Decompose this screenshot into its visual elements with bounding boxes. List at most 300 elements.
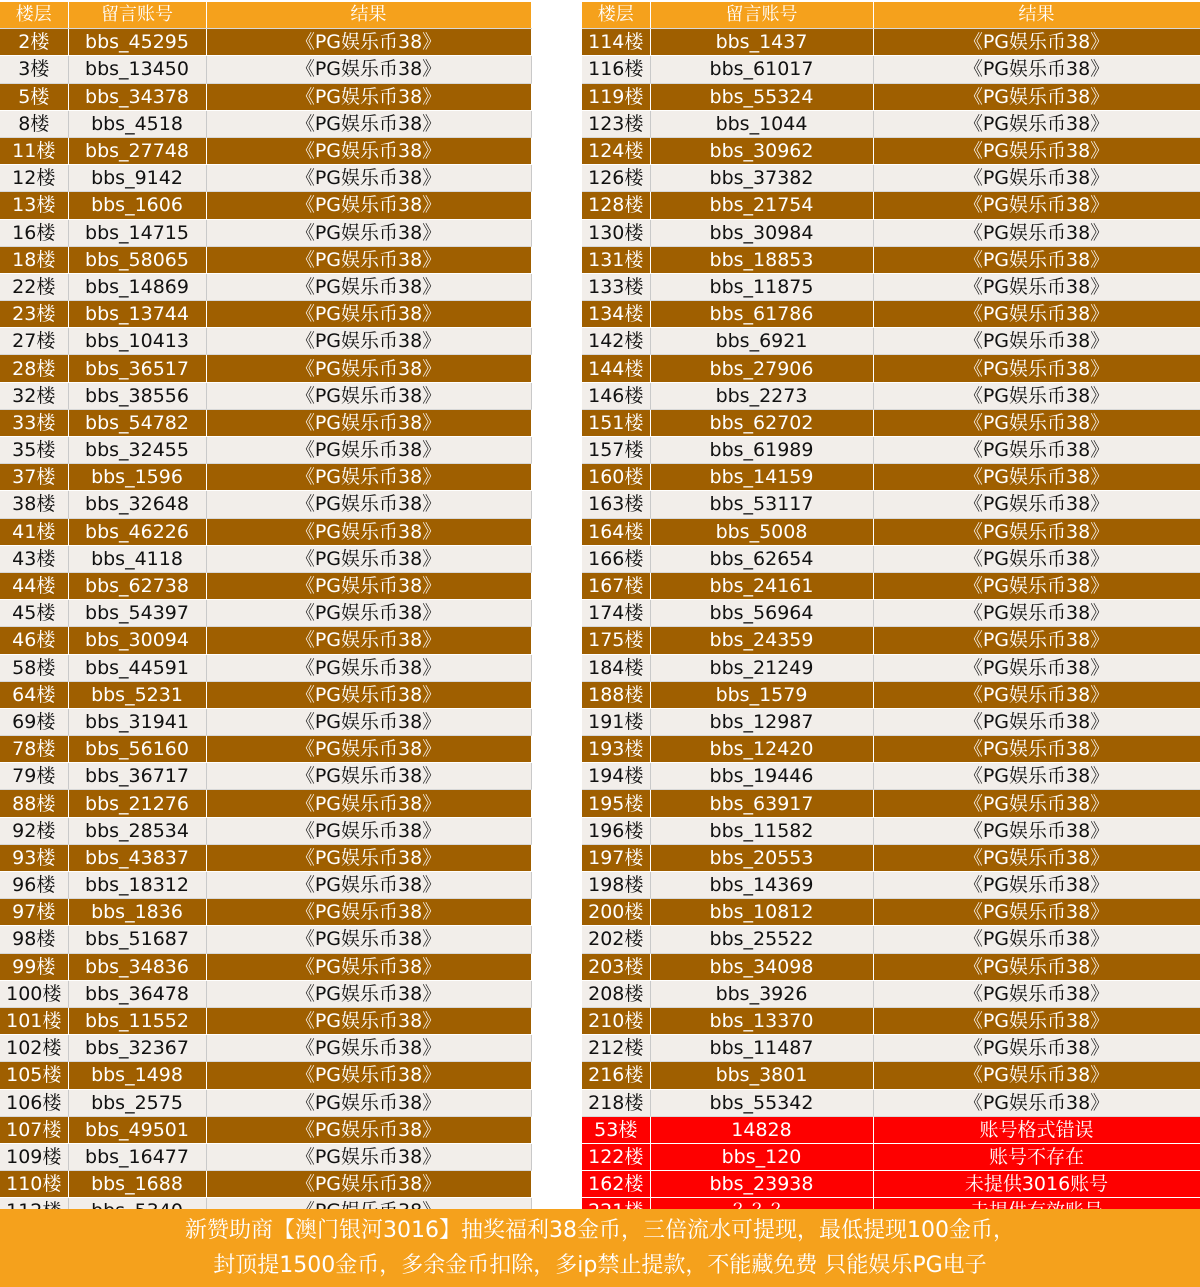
account-cell: bbs_45295	[68, 29, 206, 56]
result-cell: 《PG娱乐币38》	[206, 1171, 531, 1198]
table-row	[0, 1062, 531, 1089]
result-cell: 《PG娱乐币38》	[873, 137, 1200, 164]
floor-cell: 124楼	[582, 137, 650, 164]
floor-cell: 37楼	[0, 464, 68, 491]
account-cell: bbs_1606	[68, 192, 206, 219]
table-row	[0, 83, 531, 110]
result-cell: 《PG娱乐币38》	[206, 1143, 531, 1170]
error-row	[582, 1171, 1200, 1198]
result-cell: 《PG娱乐币38》	[206, 246, 531, 273]
floor-cell: 99楼	[0, 953, 68, 980]
table-row	[582, 137, 1200, 164]
result-cell: 《PG娱乐币38》	[873, 464, 1200, 491]
account-cell: bbs_62654	[650, 545, 873, 572]
floor-cell: 101楼	[0, 1007, 68, 1034]
right-results-table	[582, 2, 1200, 1225]
result-cell: 《PG娱乐币38》	[873, 165, 1200, 192]
result-cell: 《PG娱乐币38》	[206, 572, 531, 599]
account-cell: bbs_14869	[68, 273, 206, 300]
floor-cell: 164楼	[582, 518, 650, 545]
table-row	[582, 518, 1200, 545]
account-cell: bbs_44591	[68, 654, 206, 681]
result-cell: 《PG娱乐币38》	[873, 355, 1200, 382]
result-cell: 《PG娱乐币38》	[873, 953, 1200, 980]
floor-cell: 119楼	[582, 83, 650, 110]
account-header: 留言账号	[650, 2, 873, 29]
floor-cell: 41楼	[0, 518, 68, 545]
floor-cell: 216楼	[582, 1062, 650, 1089]
table-row	[582, 872, 1200, 899]
table-row	[0, 763, 531, 790]
result-cell: 《PG娱乐币38》	[206, 219, 531, 246]
floor-cell: 218楼	[582, 1089, 650, 1116]
result-cell: 《PG娱乐币38》	[873, 246, 1200, 273]
account-cell: bbs_11487	[650, 1035, 873, 1062]
account-cell: bbs_61786	[650, 301, 873, 328]
floor-cell: 33楼	[0, 409, 68, 436]
floor-cell: 130楼	[582, 219, 650, 246]
floor-cell: 45楼	[0, 600, 68, 627]
result-cell: 《PG娱乐币38》	[206, 980, 531, 1007]
table-row	[582, 491, 1200, 518]
account-cell: bbs_5231	[68, 681, 206, 708]
account-cell: bbs_30984	[650, 219, 873, 246]
account-cell: bbs_1579	[650, 681, 873, 708]
result-cell: 《PG娱乐币38》	[873, 790, 1200, 817]
result-cell: 《PG娱乐币38》	[873, 1062, 1200, 1089]
floor-cell: 43楼	[0, 545, 68, 572]
account-cell: bbs_38556	[68, 382, 206, 409]
table-row	[0, 844, 531, 871]
result-cell: 《PG娱乐币38》	[873, 1035, 1200, 1062]
result-cell: 《PG娱乐币38》	[873, 627, 1200, 654]
table-row	[0, 219, 531, 246]
table-row	[582, 328, 1200, 355]
floor-cell: 3楼	[0, 56, 68, 83]
floor-cell: 184楼	[582, 654, 650, 681]
table-row	[582, 844, 1200, 871]
account-cell: bbs_18312	[68, 872, 206, 899]
account-cell: bbs_37382	[650, 165, 873, 192]
table-row	[582, 763, 1200, 790]
result-cell: 《PG娱乐币38》	[206, 409, 531, 436]
result-cell: 《PG娱乐币38》	[873, 844, 1200, 871]
account-cell: bbs_32455	[68, 437, 206, 464]
account-cell: bbs_32367	[68, 1035, 206, 1062]
account-cell: bbs_62738	[68, 572, 206, 599]
result-cell: 《PG娱乐币38》	[206, 301, 531, 328]
account-cell: bbs_24161	[650, 572, 873, 599]
floor-cell: 102楼	[0, 1035, 68, 1062]
account-cell: bbs_24359	[650, 627, 873, 654]
table-row	[0, 56, 531, 83]
floor-cell: 200楼	[582, 899, 650, 926]
floor-cell: 193楼	[582, 736, 650, 763]
banner-line-2: 封顶提1500金币，多余金币扣除，多ip禁止提款，不能藏免费 只能娱乐PG电子	[213, 1253, 987, 1278]
account-cell: bbs_2273	[650, 382, 873, 409]
floor-cell: 5楼	[0, 83, 68, 110]
error-row	[582, 1116, 1200, 1143]
account-cell: bbs_36517	[68, 355, 206, 382]
result-cell: 《PG娱乐币38》	[206, 545, 531, 572]
account-cell: bbs_3926	[650, 980, 873, 1007]
result-cell: 《PG娱乐币38》	[206, 273, 531, 300]
table-row	[0, 736, 531, 763]
floor-cell: 44楼	[0, 572, 68, 599]
account-cell: bbs_120	[650, 1143, 873, 1170]
result-cell: 《PG娱乐币38》	[206, 790, 531, 817]
result-cell: 《PG娱乐币38》	[873, 83, 1200, 110]
floor-cell: 146楼	[582, 382, 650, 409]
floor-cell: 64楼	[0, 681, 68, 708]
account-cell: bbs_46226	[68, 518, 206, 545]
account-cell: bbs_58065	[68, 246, 206, 273]
table-row	[0, 301, 531, 328]
result-cell: 《PG娱乐币38》	[206, 1007, 531, 1034]
result-cell: 《PG娱乐币38》	[206, 110, 531, 137]
sponsor-banner	[0, 1209, 1200, 1287]
floor-cell: 131楼	[582, 246, 650, 273]
account-cell: 14828	[650, 1116, 873, 1143]
result-cell: 《PG娱乐币38》	[206, 56, 531, 83]
account-cell: bbs_34378	[68, 83, 206, 110]
floor-cell: 151楼	[582, 409, 650, 436]
account-cell: bbs_56160	[68, 736, 206, 763]
result-cell: 《PG娱乐币38》	[873, 437, 1200, 464]
table-row	[582, 980, 1200, 1007]
result-cell: 《PG娱乐币38》	[206, 328, 531, 355]
floor-cell: 133楼	[582, 273, 650, 300]
account-header: 留言账号	[68, 2, 206, 29]
account-cell: bbs_11875	[650, 273, 873, 300]
table-row	[0, 137, 531, 164]
account-cell: bbs_9142	[68, 165, 206, 192]
result-cell: 《PG娱乐币38》	[206, 437, 531, 464]
table-row	[0, 518, 531, 545]
account-cell: bbs_36717	[68, 763, 206, 790]
account-cell: bbs_14715	[68, 219, 206, 246]
result-cell: 《PG娱乐币38》	[206, 518, 531, 545]
table-row	[582, 1062, 1200, 1089]
floor-cell: 126楼	[582, 165, 650, 192]
result-cell: 《PG娱乐币38》	[206, 600, 531, 627]
account-cell: bbs_14369	[650, 872, 873, 899]
result-cell: 《PG娱乐币38》	[873, 1089, 1200, 1116]
table-row	[0, 790, 531, 817]
account-cell: bbs_21276	[68, 790, 206, 817]
table-row	[0, 328, 531, 355]
floor-cell: 160楼	[582, 464, 650, 491]
floor-cell: 109楼	[0, 1143, 68, 1170]
table-row	[582, 654, 1200, 681]
result-cell: 《PG娱乐币38》	[206, 83, 531, 110]
floor-cell: 197楼	[582, 844, 650, 871]
table-row	[582, 681, 1200, 708]
table-row	[582, 382, 1200, 409]
table-row	[0, 926, 531, 953]
table-row	[0, 491, 531, 518]
left-header-row	[0, 2, 531, 29]
account-cell: bbs_6921	[650, 328, 873, 355]
account-cell: bbs_61017	[650, 56, 873, 83]
account-cell: bbs_32648	[68, 491, 206, 518]
account-cell: bbs_1688	[68, 1171, 206, 1198]
floor-cell: 38楼	[0, 491, 68, 518]
table-row	[582, 165, 1200, 192]
result-cell: 《PG娱乐币38》	[206, 817, 531, 844]
table-row	[582, 1035, 1200, 1062]
result-cell: 《PG娱乐币38》	[206, 1035, 531, 1062]
floor-cell: 166楼	[582, 545, 650, 572]
result-cell: 《PG娱乐币38》	[873, 56, 1200, 83]
account-cell: bbs_1836	[68, 899, 206, 926]
floor-cell: 106楼	[0, 1089, 68, 1116]
floor-cell: 134楼	[582, 301, 650, 328]
floor-cell: 16楼	[0, 219, 68, 246]
floor-cell: 11楼	[0, 137, 68, 164]
result-cell: 《PG娱乐币38》	[206, 382, 531, 409]
floor-cell: 174楼	[582, 600, 650, 627]
result-cell: 《PG娱乐币38》	[206, 491, 531, 518]
table-row	[0, 165, 531, 192]
table-row	[0, 273, 531, 300]
floor-cell: 128楼	[582, 192, 650, 219]
table-row	[582, 409, 1200, 436]
result-cell: 《PG娱乐币38》	[873, 600, 1200, 627]
table-row	[0, 1007, 531, 1034]
table-row	[0, 1171, 531, 1198]
floor-cell: 195楼	[582, 790, 650, 817]
result-cell: 《PG娱乐币38》	[206, 1116, 531, 1143]
account-cell: bbs_1498	[68, 1062, 206, 1089]
error-row	[582, 1143, 1200, 1170]
result-cell: 未提供3016账号	[873, 1171, 1200, 1198]
floor-cell: 162楼	[582, 1171, 650, 1198]
result-cell: 《PG娱乐币38》	[873, 926, 1200, 953]
floor-cell: 114楼	[582, 29, 650, 56]
result-cell: 《PG娱乐币38》	[206, 844, 531, 871]
floor-cell: 12楼	[0, 165, 68, 192]
account-cell: bbs_28534	[68, 817, 206, 844]
result-cell: 《PG娱乐币38》	[206, 192, 531, 219]
floor-cell: 196楼	[582, 817, 650, 844]
table-row	[582, 464, 1200, 491]
table-row	[582, 790, 1200, 817]
account-cell: bbs_20553	[650, 844, 873, 871]
account-cell: bbs_56964	[650, 600, 873, 627]
account-cell: bbs_12987	[650, 708, 873, 735]
table-row	[582, 110, 1200, 137]
result-cell: 《PG娱乐币38》	[206, 654, 531, 681]
table-row	[0, 192, 531, 219]
floor-cell: 58楼	[0, 654, 68, 681]
table-row	[0, 437, 531, 464]
account-cell: bbs_2575	[68, 1089, 206, 1116]
table-row	[0, 355, 531, 382]
table-row	[582, 29, 1200, 56]
result-cell: 《PG娱乐币38》	[873, 736, 1200, 763]
account-cell: bbs_25522	[650, 926, 873, 953]
table-row	[0, 708, 531, 735]
table-row	[0, 953, 531, 980]
result-cell: 《PG娱乐币38》	[206, 1089, 531, 1116]
floor-cell: 203楼	[582, 953, 650, 980]
result-header: 结果	[206, 2, 531, 29]
account-cell: bbs_63917	[650, 790, 873, 817]
account-cell: bbs_23938	[650, 1171, 873, 1198]
result-cell: 《PG娱乐币38》	[873, 301, 1200, 328]
table-row	[582, 926, 1200, 953]
result-cell: 《PG娱乐币38》	[206, 355, 531, 382]
floor-cell: 116楼	[582, 56, 650, 83]
floor-cell: 202楼	[582, 926, 650, 953]
floor-cell: 100楼	[0, 980, 68, 1007]
table-row	[582, 572, 1200, 599]
result-cell: 《PG娱乐币38》	[873, 681, 1200, 708]
right-header-row	[582, 2, 1200, 29]
table-row	[582, 301, 1200, 328]
table-row	[0, 110, 531, 137]
account-cell: bbs_21754	[650, 192, 873, 219]
result-cell: 《PG娱乐币38》	[206, 736, 531, 763]
table-row	[582, 1007, 1200, 1034]
result-cell: 《PG娱乐币38》	[873, 572, 1200, 599]
floor-cell: 96楼	[0, 872, 68, 899]
table-row	[0, 572, 531, 599]
floor-cell: 122楼	[582, 1143, 650, 1170]
floor-header: 楼层	[582, 2, 650, 29]
result-cell: 《PG娱乐币38》	[873, 382, 1200, 409]
result-cell: 《PG娱乐币38》	[873, 328, 1200, 355]
table-row	[0, 1089, 531, 1116]
floor-cell: 13楼	[0, 192, 68, 219]
account-cell: bbs_54397	[68, 600, 206, 627]
table-row	[0, 899, 531, 926]
account-cell: bbs_36478	[68, 980, 206, 1007]
floor-cell: 78楼	[0, 736, 68, 763]
floor-cell: 198楼	[582, 872, 650, 899]
account-cell: bbs_21249	[650, 654, 873, 681]
table-row	[582, 817, 1200, 844]
result-cell: 《PG娱乐币38》	[873, 219, 1200, 246]
account-cell: bbs_19446	[650, 763, 873, 790]
account-cell: bbs_55342	[650, 1089, 873, 1116]
floor-cell: 105楼	[0, 1062, 68, 1089]
result-cell: 《PG娱乐币38》	[206, 627, 531, 654]
result-cell: 《PG娱乐币38》	[206, 1062, 531, 1089]
floor-cell: 208楼	[582, 980, 650, 1007]
floor-cell: 123楼	[582, 110, 650, 137]
left-results-table	[0, 2, 532, 1225]
table-row	[582, 246, 1200, 273]
floor-cell: 98楼	[0, 926, 68, 953]
result-cell: 《PG娱乐币38》	[873, 29, 1200, 56]
result-cell: 《PG娱乐币38》	[873, 817, 1200, 844]
table-row	[582, 437, 1200, 464]
table-row	[0, 681, 531, 708]
account-cell: bbs_13744	[68, 301, 206, 328]
floor-cell: 27楼	[0, 328, 68, 355]
banner-line-1: 新赞助商【澳门银河3016】抽奖福利38金币，三倍流水可提现，最低提现100金币，	[185, 1218, 1015, 1243]
account-cell: bbs_30094	[68, 627, 206, 654]
result-cell: 《PG娱乐币38》	[873, 763, 1200, 790]
account-cell: bbs_12420	[650, 736, 873, 763]
floor-cell: 32楼	[0, 382, 68, 409]
table-row	[0, 464, 531, 491]
table-row	[0, 409, 531, 436]
result-cell: 《PG娱乐币38》	[206, 953, 531, 980]
result-cell: 《PG娱乐币38》	[206, 29, 531, 56]
account-cell: bbs_18853	[650, 246, 873, 273]
table-row	[582, 1089, 1200, 1116]
table-row	[0, 1143, 531, 1170]
table-row	[0, 246, 531, 273]
table-row	[582, 192, 1200, 219]
account-cell: bbs_13370	[650, 1007, 873, 1034]
result-cell: 《PG娱乐币38》	[873, 518, 1200, 545]
result-cell: 《PG娱乐币38》	[873, 273, 1200, 300]
table-row	[0, 1116, 531, 1143]
account-cell: bbs_16477	[68, 1143, 206, 1170]
account-cell: bbs_31941	[68, 708, 206, 735]
floor-cell: 175楼	[582, 627, 650, 654]
result-cell: 《PG娱乐币38》	[206, 872, 531, 899]
account-cell: bbs_1437	[650, 29, 873, 56]
account-cell: bbs_43837	[68, 844, 206, 871]
result-cell: 《PG娱乐币38》	[206, 926, 531, 953]
account-cell: bbs_30962	[650, 137, 873, 164]
account-cell: bbs_10812	[650, 899, 873, 926]
floor-cell: 79楼	[0, 763, 68, 790]
account-cell: bbs_51687	[68, 926, 206, 953]
result-cell: 账号格式错误	[873, 1116, 1200, 1143]
account-cell: bbs_27906	[650, 355, 873, 382]
floor-cell: 163楼	[582, 491, 650, 518]
account-cell: bbs_4118	[68, 545, 206, 572]
table-row	[582, 355, 1200, 382]
account-cell: bbs_13450	[68, 56, 206, 83]
result-cell: 账号不存在	[873, 1143, 1200, 1170]
floor-cell: 28楼	[0, 355, 68, 382]
account-cell: bbs_27748	[68, 137, 206, 164]
table-row	[582, 600, 1200, 627]
result-cell: 《PG娱乐币38》	[206, 681, 531, 708]
floor-cell: 144楼	[582, 355, 650, 382]
account-cell: bbs_34836	[68, 953, 206, 980]
floor-cell: 22楼	[0, 273, 68, 300]
account-cell: bbs_1596	[68, 464, 206, 491]
account-cell: bbs_54782	[68, 409, 206, 436]
table-row	[582, 899, 1200, 926]
result-cell: 《PG娱乐币38》	[206, 165, 531, 192]
result-cell: 《PG娱乐币38》	[873, 1007, 1200, 1034]
account-cell: bbs_62702	[650, 409, 873, 436]
result-cell: 《PG娱乐币38》	[873, 899, 1200, 926]
floor-cell: 35楼	[0, 437, 68, 464]
result-cell: 《PG娱乐币38》	[206, 899, 531, 926]
table-row	[582, 708, 1200, 735]
result-cell: 《PG娱乐币38》	[873, 980, 1200, 1007]
account-cell: bbs_1044	[650, 110, 873, 137]
floor-cell: 210楼	[582, 1007, 650, 1034]
result-cell: 《PG娱乐币38》	[873, 872, 1200, 899]
table-row	[0, 600, 531, 627]
table-row	[582, 953, 1200, 980]
floor-cell: 8楼	[0, 110, 68, 137]
account-cell: bbs_61989	[650, 437, 873, 464]
result-cell: 《PG娱乐币38》	[873, 654, 1200, 681]
table-row	[0, 545, 531, 572]
